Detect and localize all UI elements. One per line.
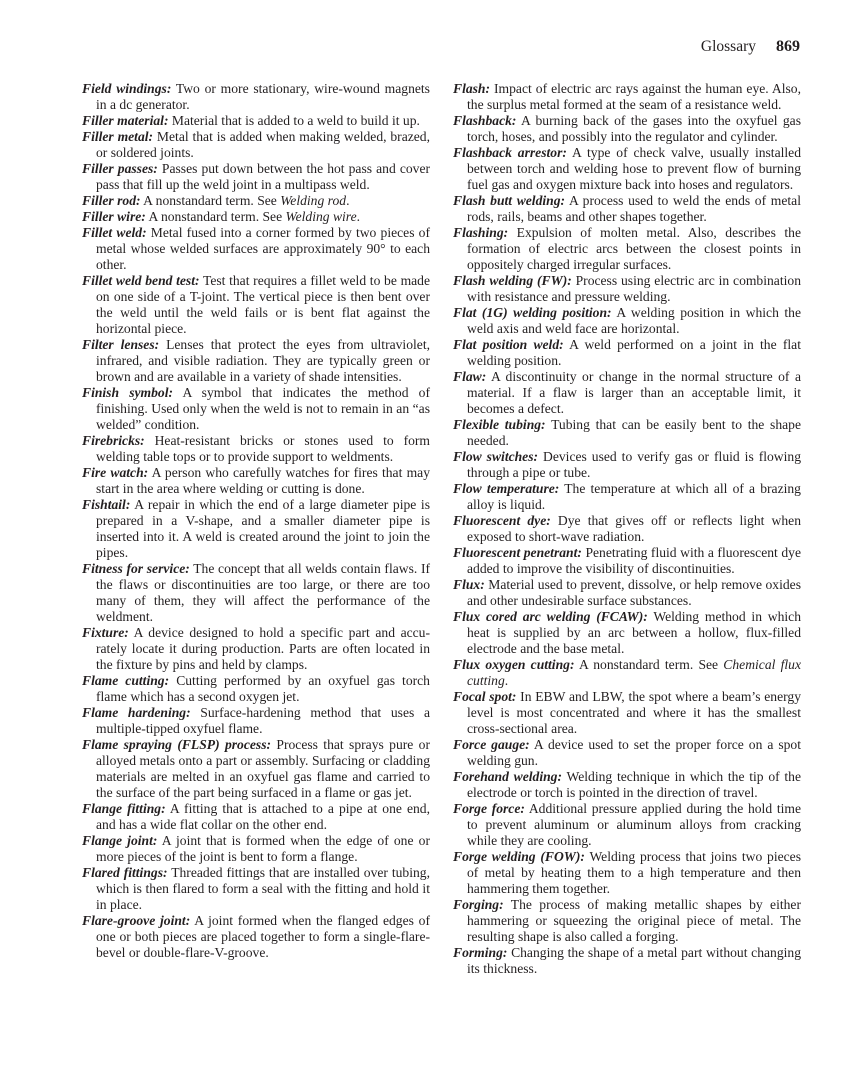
glossary-entry bbox=[82, 113, 430, 129]
glossary-entry bbox=[82, 225, 430, 273]
glossary-term: Flange joint: bbox=[82, 833, 158, 848]
glossary-definition: Surface-hardening method that uses a multiple-tipped oxyfuel flame. bbox=[96, 705, 430, 736]
glossary-entry bbox=[453, 849, 801, 897]
glossary-term: Forge welding (FOW): bbox=[453, 849, 585, 864]
glossary-definition: The temperature at which all of a brazing alloy is liquid. bbox=[467, 481, 801, 512]
glossary-definition: Process that sprays pure or alloyed metals onto a part or assembly. Surfacing or cladding materials are melted in an oxyfuel gas flame and carried to the surface of the part being surfaced in a flame or gas jet. bbox=[96, 737, 430, 800]
glossary-definition: Heat-resistant bricks or stones used to form welding table tops or to provide support to weldments. bbox=[96, 433, 430, 464]
glossary-term: Filter lenses: bbox=[82, 337, 160, 352]
glossary-term: Fixture: bbox=[82, 625, 129, 640]
glossary-definition: Metal that is added when making welded, brazed, or soldered joints. bbox=[96, 129, 430, 160]
section-title: Glossary bbox=[700, 38, 756, 55]
definition-tail: . bbox=[356, 209, 361, 224]
glossary-entry bbox=[82, 497, 430, 561]
glossary-entry bbox=[82, 433, 430, 465]
glossary-term: Flame spraying (FLSP) process: bbox=[82, 737, 272, 752]
glossary-entry bbox=[82, 705, 430, 737]
glossary-definition: A device designed to hold a specific part and accurately locate it during production. Parts are often located in the fixture by pins and held by clamps. bbox=[96, 625, 430, 672]
glossary-entry bbox=[453, 801, 801, 849]
glossary-entry bbox=[453, 145, 801, 193]
glossary-entry bbox=[453, 273, 801, 305]
glossary-entry bbox=[453, 897, 801, 945]
glossary-definition: A symbol that indicates the method of finishing. Used only when the weld is not to remain in an “as welded” condition. bbox=[96, 385, 430, 432]
glossary-definition: A nonstandard term. See bbox=[140, 193, 281, 208]
glossary-entry bbox=[82, 801, 430, 833]
glossary-term: Flux: bbox=[453, 577, 485, 592]
glossary-term: Flange fitting: bbox=[82, 801, 166, 816]
glossary-definition: A repair in which the end of a large diameter pipe is prepared in a V-shape, and a smaller diameter pipe is inserted into it. A weld is created around the joint to join the pipes. bbox=[96, 497, 430, 560]
glossary-definition: A person who carefully watches for fires that may start in the area where welding or cutting is done. bbox=[96, 465, 430, 496]
glossary-term: Filler rod: bbox=[82, 193, 141, 208]
glossary-definition: Two or more stationary, wire-wound magnets in a dc generator. bbox=[96, 81, 430, 112]
glossary-definition: Metal fused into a corner formed by two pieces of metal whose welded surfaces are approximately 90° to each other. bbox=[96, 225, 430, 272]
glossary-entry bbox=[453, 225, 801, 273]
glossary-definition: Tubing that can be easily bent to the shape needed. bbox=[467, 417, 801, 448]
glossary-definition: The process of making metallic shapes by either hammering or squeezing the original piece of metal. The resulting shape is also called a forging. bbox=[467, 897, 801, 944]
glossary-term: Flux oxygen cutting: bbox=[453, 657, 575, 672]
glossary-term: Flashing: bbox=[453, 225, 509, 240]
glossary-definition: A discontinuity or change in the normal structure of a material. If a flaw is larger than an acceptable limit, it becomes a defect. bbox=[467, 369, 801, 416]
glossary-entry bbox=[453, 577, 801, 609]
glossary-term: Fluorescent dye: bbox=[453, 513, 551, 528]
glossary-column-right bbox=[453, 81, 801, 977]
glossary-definition: Changing the shape of a metal part without changing its thickness. bbox=[467, 945, 801, 976]
glossary-entry bbox=[453, 657, 801, 689]
glossary-term: Fillet weld: bbox=[82, 225, 147, 240]
glossary-definition: A joint that is formed when the edge of one or more pieces of the joint is bent to form a flange. bbox=[96, 833, 430, 864]
glossary-entry bbox=[453, 481, 801, 513]
glossary-definition: A welding position in which the weld axis and weld face are horizontal. bbox=[467, 305, 802, 336]
glossary-definition: A device used to set the proper force on a spot welding gun. bbox=[467, 737, 801, 768]
glossary-term: Filler material: bbox=[82, 113, 169, 128]
glossary-entry bbox=[82, 81, 430, 113]
glossary-definition: Threaded fittings that are installed over tubing, which is then flared to form a seal with the fitting and hold it in place. bbox=[96, 865, 431, 912]
glossary-entry bbox=[453, 369, 801, 417]
glossary-term: Flash welding (FW): bbox=[453, 273, 572, 288]
glossary-entry bbox=[82, 161, 430, 193]
page-number: 869 bbox=[776, 38, 800, 55]
glossary-definition: Lenses that protect the eyes from ultraviolet, infrared, and visible radiation. They are typically green or brown and are available in a variety of shade intensities. bbox=[96, 337, 430, 384]
glossary-term: Fluorescent penetrant: bbox=[453, 545, 582, 560]
glossary-entry bbox=[453, 305, 801, 337]
glossary-term: Flare-groove joint: bbox=[82, 913, 191, 928]
glossary-term: Flexible tubing: bbox=[453, 417, 546, 432]
glossary-term: Flow switches: bbox=[453, 449, 539, 464]
glossary-definition: Welding technique in which the tip of the electrode or torch is pointed in the direction of travel. bbox=[467, 769, 802, 800]
glossary-definition: Penetrating fluid with a fluorescent dye added to improve the visibility of discontinuities. bbox=[467, 545, 801, 576]
glossary-entry bbox=[453, 545, 801, 577]
glossary-entry bbox=[453, 449, 801, 481]
glossary-term: Flash: bbox=[453, 81, 491, 96]
glossary-term: Fillet weld bend test: bbox=[82, 273, 200, 288]
glossary-definition: A process used to weld the ends of metal rods, rails, beams and other shapes together. bbox=[467, 193, 801, 224]
glossary-term: Focal spot: bbox=[453, 689, 517, 704]
glossary-definition: Devices used to verify gas or fluid is flowing through a pipe or tube. bbox=[467, 449, 801, 480]
glossary-entry bbox=[453, 81, 801, 113]
glossary-definition: Passes put down between the hot pass and cover pass that fill up the weld joint in a multipass weld. bbox=[96, 161, 431, 192]
cross-reference: Welding rod bbox=[280, 193, 347, 208]
glossary-entry bbox=[453, 513, 801, 545]
cross-reference: Chemical flux cutting bbox=[467, 657, 802, 688]
glossary-definition: A weld performed on a joint in the flat welding position. bbox=[467, 337, 801, 368]
running-head bbox=[701, 38, 800, 56]
glossary-entry bbox=[82, 673, 430, 705]
glossary-term: Filler metal: bbox=[82, 129, 154, 144]
glossary-definition: Impact of electric arc rays against the human eye. Also, the surplus metal formed at the seam of a resistance weld. bbox=[467, 81, 801, 112]
glossary-definition: Additional pressure applied during the hold time to prevent aluminum or aluminum alloys from cracking while they are cooling. bbox=[467, 801, 801, 848]
glossary-entry bbox=[453, 945, 801, 977]
glossary-term: Flow temperature: bbox=[453, 481, 560, 496]
glossary-entry bbox=[82, 865, 430, 913]
glossary-term: Flame hardening: bbox=[82, 705, 191, 720]
glossary-term: Force gauge: bbox=[453, 737, 530, 752]
glossary-entry bbox=[453, 737, 801, 769]
glossary-definition: In EBW and LBW, the spot where a beam’s energy level is most concentrated and where it has the smallest cross-sectional area. bbox=[467, 689, 801, 736]
glossary-definition: Test that requires a fillet weld to be made on one side of a T-joint. The vertical piece is then bent over the weld until the weld fails or is bent flat against the horizontal piece. bbox=[96, 273, 431, 336]
glossary-entry bbox=[82, 737, 430, 801]
glossary-term: Flat (1G) welding position: bbox=[453, 305, 612, 320]
glossary-definition: A joint formed when the flanged edges of one or both pieces are placed together to form a single-flare-bevel or double-flare-V-groove. bbox=[96, 913, 430, 960]
glossary-term: Flashback: bbox=[453, 113, 517, 128]
glossary-definition: Expulsion of molten metal. Also, describes the formation of electric arcs between the closest points in oppositely charged irregular surfaces. bbox=[467, 225, 801, 272]
glossary-entry bbox=[453, 113, 801, 145]
glossary-definition: Welding process that joins two pieces of metal by heating them to a high temperature and then hammering them together. bbox=[467, 849, 801, 896]
glossary-term: Field windings: bbox=[82, 81, 172, 96]
definition-tail: . bbox=[346, 193, 350, 208]
glossary-term: Flame cutting: bbox=[82, 673, 170, 688]
glossary-entry bbox=[453, 417, 801, 449]
glossary-term: Filler wire: bbox=[82, 209, 146, 224]
glossary-definition: Material that is added to a weld to build it up. bbox=[168, 113, 420, 128]
glossary-term: Filler passes: bbox=[82, 161, 158, 176]
glossary-entry bbox=[82, 385, 430, 433]
glossary-term: Forge force: bbox=[453, 801, 525, 816]
glossary-entry bbox=[82, 913, 430, 961]
glossary-term: Forging: bbox=[453, 897, 504, 912]
glossary-definition: Cutting performed by an oxyfuel gas torch flame which has a second oxygen jet. bbox=[96, 673, 430, 704]
glossary-definition: Process using electric arc in combination with resistance and pressure welding. bbox=[467, 273, 801, 304]
glossary-entry bbox=[82, 193, 430, 209]
glossary-entry bbox=[453, 609, 801, 657]
glossary-entry bbox=[82, 833, 430, 865]
glossary-definition: Dye that gives off or reflects light when exposed to short-wave radiation. bbox=[467, 513, 801, 544]
glossary-definition: A nonstandard term. See bbox=[574, 657, 724, 672]
glossary-term: Firebricks: bbox=[82, 433, 145, 448]
glossary-term: Fire watch: bbox=[82, 465, 149, 480]
glossary-term: Flat position weld: bbox=[453, 337, 564, 352]
glossary-definition: A nonstandard term. See bbox=[145, 209, 286, 224]
glossary-term: Flashback arrestor: bbox=[453, 145, 567, 160]
glossary-term: Flash butt welding: bbox=[453, 193, 566, 208]
glossary-definition: Material used to prevent, dissolve, or help remove oxides and other undesirable surface substances. bbox=[467, 577, 801, 608]
glossary-term: Fishtail: bbox=[82, 497, 131, 512]
glossary-definition: The concept that all welds contain flaws. If the flaws or discontinuities are too large, or there are too many of them, they will affect the performance of the weldment. bbox=[96, 561, 430, 624]
glossary-definition: A burning back of the gases into the oxyfuel gas torch, hoses, and possibly into the regulator and cylinder. bbox=[467, 113, 801, 144]
glossary-entry bbox=[82, 625, 430, 673]
glossary-entry bbox=[453, 769, 801, 801]
glossary-entry bbox=[82, 273, 430, 337]
glossary-term: Flaw: bbox=[453, 369, 487, 384]
glossary-entry bbox=[82, 337, 430, 385]
glossary-entry bbox=[82, 561, 430, 625]
glossary-term: Forehand welding: bbox=[453, 769, 562, 784]
glossary-term: Fitness for service: bbox=[82, 561, 190, 576]
definition-tail: . bbox=[504, 673, 509, 688]
glossary-column-left bbox=[82, 81, 430, 961]
glossary-entry bbox=[453, 689, 801, 737]
glossary-entry bbox=[453, 193, 801, 225]
glossary-definition: A fitting that is attached to a pipe at one end, and has a wide flat collar on the other end. bbox=[96, 801, 430, 832]
glossary-entry bbox=[82, 465, 430, 497]
glossary-term: Flared fittings: bbox=[82, 865, 168, 880]
cross-reference: Welding wire bbox=[285, 209, 357, 224]
glossary-entry bbox=[82, 129, 430, 161]
glossary-definition: A type of check valve, usually installed between torch and welding hose to prevent flow of burning fuel gas and oxygen mixture back into hoses and regulators. bbox=[467, 145, 802, 192]
glossary-term: Flux cored arc welding (FCAW): bbox=[453, 609, 648, 624]
glossary-entry bbox=[453, 337, 801, 369]
glossary-term: Finish symbol: bbox=[82, 385, 174, 400]
glossary-term: Forming: bbox=[453, 945, 508, 960]
glossary-definition: Welding method in which heat is supplied by an arc between a hollow, flux-filled electrode and the base metal. bbox=[467, 609, 801, 656]
glossary-entry bbox=[82, 209, 430, 225]
